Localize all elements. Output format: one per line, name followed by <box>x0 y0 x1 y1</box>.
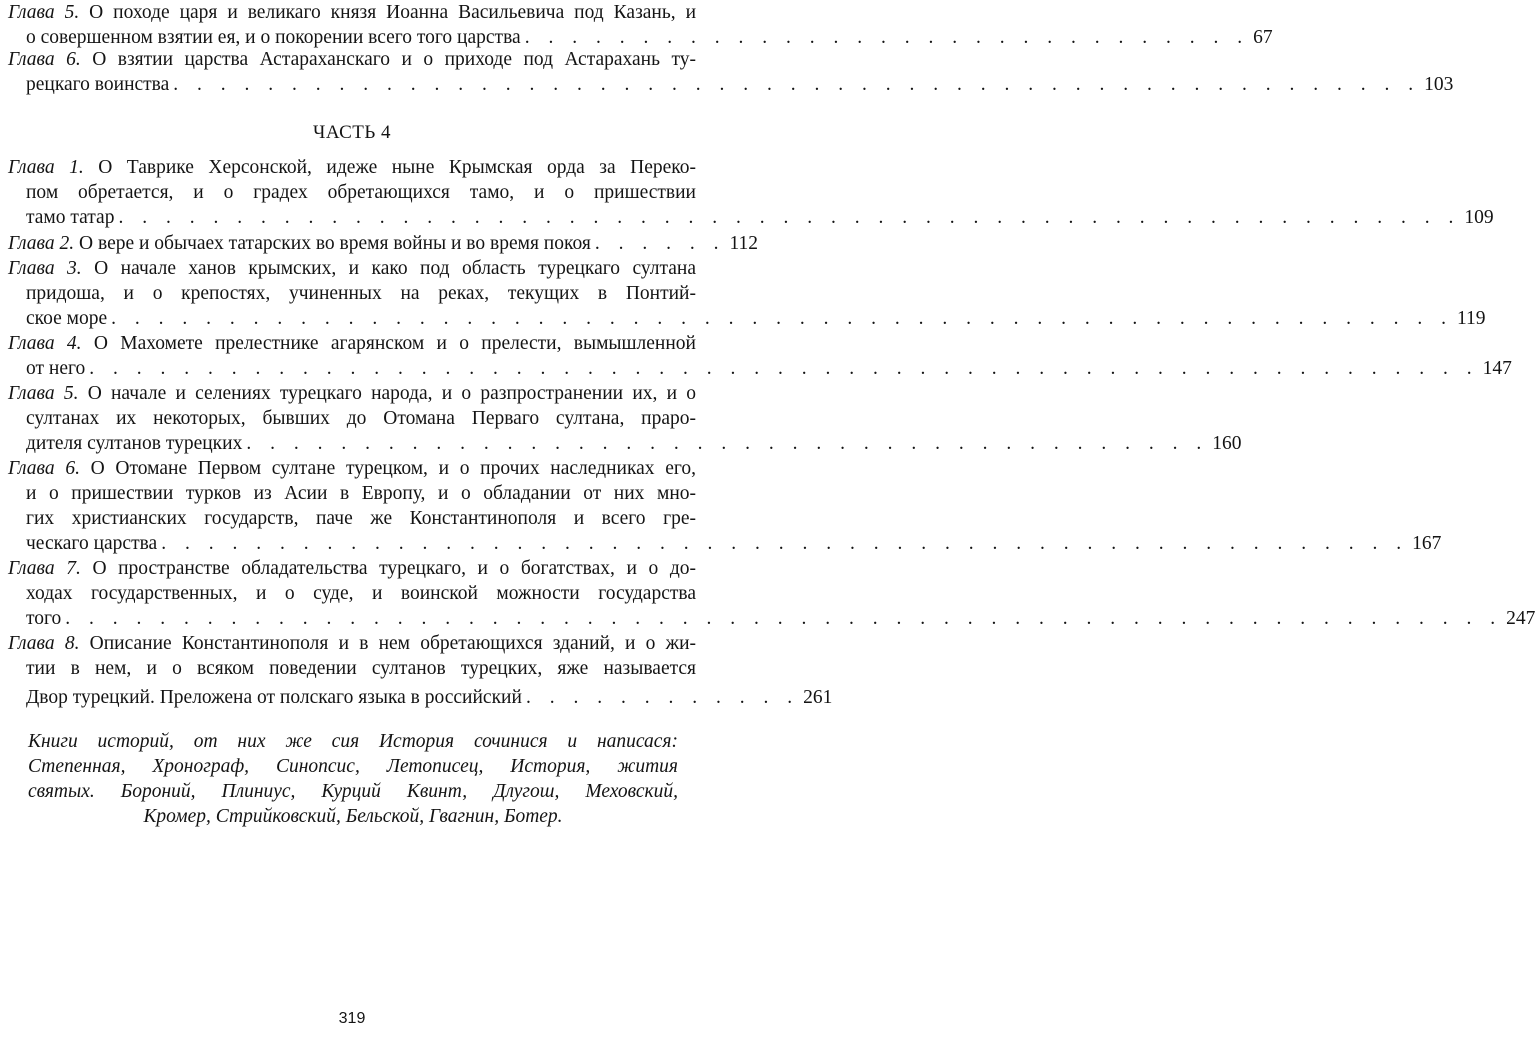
leader-dots: . . . . . . . . . . . . . . . . . . . . . . . . . . . . . . . <box>524 27 1250 48</box>
chapter-label: Глава 6. <box>8 49 81 70</box>
sources-paragraph: Книги историй, от них же сия История сочинися и написася: Степенная, Хронограф, Синопсис, Летописец, История, жития святых. Бороний, Плиниус, Курций Квинт, Длугош, Меховский, Кромер, Стрийковский, Бельской, Гвагнин, Ботер. <box>28 731 678 827</box>
chapter-label: Глава 8. <box>8 633 80 654</box>
chapter-label: Глава 5. <box>8 2 80 23</box>
part-heading: ЧАСТЬ 4 <box>312 122 392 143</box>
chapter-label: Глава 1. <box>8 157 84 178</box>
page-ref: 112 <box>729 233 758 254</box>
toc-entry: Глава 8. Описание Константинополя и в нем обретающихся зданий, и о жи- тии в нем, и о всяком поведении султанов турецких, яже называется Двор турецкий. Преложена от полскаго языка в российский . . . . . . . . . . . . 261 <box>8 633 833 708</box>
toc-entry-line: Глава 5. О походе царя и великаго князя Иоанна Васильевича под Казань, и <box>8 2 697 23</box>
chapter-label: Глава 2. <box>8 233 75 254</box>
leader-dots: . . . . . . . . . . . . . . . . . . . . . . . . . . . . . . . . . . . . . . . . . . . . . . . . . . . . . . . . . <box>118 207 1461 228</box>
page-ref: 103 <box>1424 74 1454 95</box>
page-ref: 261 <box>803 687 833 708</box>
leader-dots: . . . . . . . . . . . . . . . . . . . . . . . . . . . . . . . . . . . . . . . . . . . . . . . . . . . . . . . . . <box>111 308 1454 329</box>
toc-entry: Глава 5. О начале и селениях турецкаго народа, и о разпространении их, и о султанах их некоторых, бывших до Отомана Перваго султана, праро- дителя султанов турецких . . . . . . . . . . . . . . . . . . . . . . . . . . . . . . . . . . . . . . . . . 160 <box>8 383 1242 454</box>
leader-dots: . . . . . . . . . . . . <box>525 687 800 708</box>
page-ref: 119 <box>1457 308 1486 329</box>
page-ref: 109 <box>1464 207 1494 228</box>
toc-entry: Глава 2. О вере и обычаех татарских во время войны и во время покоя . . . . . . 112 <box>8 233 758 254</box>
toc-entry: Глава 7. О пространстве обладательства турецкаго, и о богатствах, и о до- ходах государственных, и о суде, и воинской можности государства того . . . . . . . . . . . . . . . . . . . . . . . . . . . . . . . . . . . . . . . . . . . . . . . . . . . . . . . . . . . . . 247 <box>8 558 1535 629</box>
leader-dots: . . . . . . . . . . . . . . . . . . . . . . . . . . . . . . . . . . . . . . . . . . . . . . . . . . . . . <box>173 74 1421 95</box>
chapter-label: Глава 6. <box>8 458 80 479</box>
page-ref: 67 <box>1253 27 1273 48</box>
toc-entry: Глава 3. О начале ханов крымских, и како под область турецкаго султана придоша, и о крепостях, учиненных на реках, текущих в Понтий- ское море . . . . . . . . . . . . . . . . . . . . . . . . . . . . . . . . . . . . . . . . . . . . . . . . . . . . . . . . . 119 <box>8 258 1486 329</box>
toc-entry <box>8 47 1454 97</box>
chapter-label: Глава 5. <box>8 383 79 404</box>
page-ref: 160 <box>1212 433 1242 454</box>
page-ref: 167 <box>1412 533 1442 554</box>
leader-dots: . . . . . . . . . . . . . . . . . . . . . . . . . . . . . . . . . . . . . . . . . . . . . . . . . . . . . . . . . . . . . <box>65 608 1503 629</box>
leader-dots: . . . . . . <box>594 233 726 254</box>
leader-dots: . . . . . . . . . . . . . . . . . . . . . . . . . . . . . . . . . . . . . . . . . . . . . . . . . . . . . . . . . . . <box>89 358 1479 379</box>
toc-entry-line: Глава 6. О взятии царства Астараханскаго и о приходе под Астарахань ту- <box>8 49 696 70</box>
toc-entry: Глава 4. О Махомете прелестнике агарянском и о прелести, вымышленной от него . . . . . . . . . . . . . . . . . . . . . . . . . . . . . . . . . . . . . . . . . . . . . . . . . . . . . . . . . . . 147 <box>8 333 1512 379</box>
page-number: 319 <box>338 1010 366 1027</box>
toc-entry: Глава 6. О Отомане Первом султане турецком, и о прочих наследниках его, и о пришествии турков из Асии в Европу, и о обладании от них мно- гих христианских государств, паче же Константинополя и всего гре- ческаго царства . . . . . . . . . . . . . . . . . . . . . . . . . . . . . . . . . . . . . . . . . . . . . . . . . . . . . 167 <box>8 458 1442 554</box>
chapter-label: Глава 4. <box>8 333 82 354</box>
toc-entry <box>8 0 1273 50</box>
chapter-label: Глава 3. <box>8 258 82 279</box>
toc-entry-last-line: о совершенном взятии ея, и о покорении всего того царства . . . . . . . . . . . . . . . . . . . . . . . . . . . . . . . 67 <box>26 27 1273 48</box>
page-ref: 147 <box>1482 358 1512 379</box>
toc-entry-last-line: рецкаго воинства . . . . . . . . . . . . . . . . . . . . . . . . . . . . . . . . . . . . . . . . . . . . . . . . . . . . . 103 <box>26 74 1454 95</box>
toc-entry: Глава 1. О Таврике Херсонской, идеже ныне Крымская орда за Переко- пом обретается, и о градех обретающихся тамо, и о пришествии тамо татар . . . . . . . . . . . . . . . . . . . . . . . . . . . . . . . . . . . . . . . . . . . . . . . . . . . . . . . . . 109 <box>8 157 1494 228</box>
leader-dots: . . . . . . . . . . . . . . . . . . . . . . . . . . . . . . . . . . . . . . . . . . . . . . . . . . . . . <box>161 533 1409 554</box>
chapter-label: Глава 7. <box>8 558 81 579</box>
leader-dots: . . . . . . . . . . . . . . . . . . . . . . . . . . . . . . . . . . . . . . . . . <box>246 433 1209 454</box>
page-ref: 247 <box>1506 608 1535 629</box>
